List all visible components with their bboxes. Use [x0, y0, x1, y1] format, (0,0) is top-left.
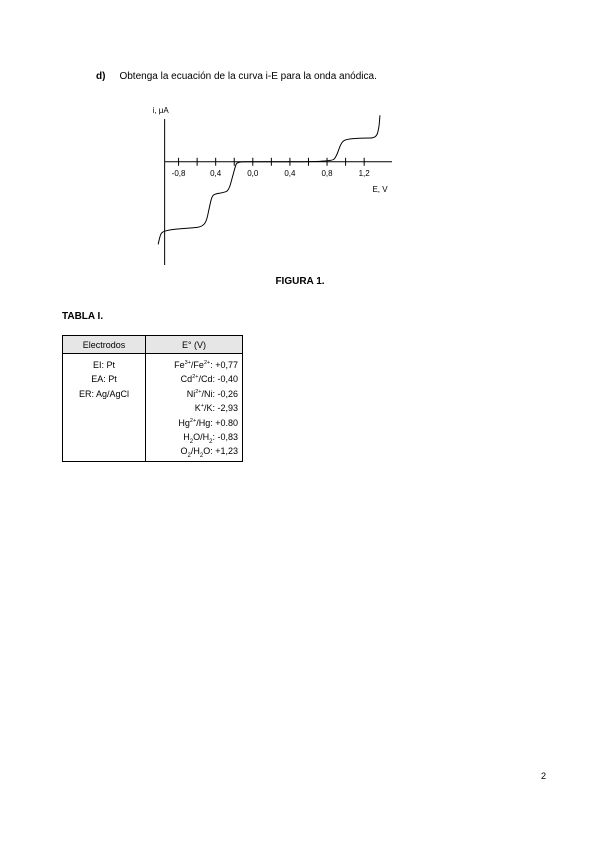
x-tick-label: 0,8	[321, 168, 333, 178]
question-text: Obtenga la ecuación de la curva i-E para la onda anódica.	[119, 71, 377, 82]
x-tick-label: 1,2	[358, 168, 370, 178]
potential-item: $Fe^{3+}/Fe^{2+}$: +0,77	[174, 360, 238, 370]
potential-item: $H_2O/H_2$: -0,83	[183, 431, 238, 445]
table-header-row	[63, 336, 243, 354]
potential-item: $O_2/H_2O$: +1,23	[180, 446, 238, 460]
x-tick-label: 0,0	[247, 168, 259, 178]
x-axis-label: E, V	[372, 184, 388, 194]
question-d	[96, 71, 377, 82]
figure-caption: FIGURA 1.	[275, 276, 325, 287]
potential-item: K+/K: -2,93	[194, 403, 238, 414]
x-tick-label: -0,8	[171, 168, 186, 178]
header-potential: E° (V)	[146, 336, 243, 354]
y-axis-label: i, μA	[152, 106, 169, 115]
potential-item: $Cd^{2+}/Cd$: -0,40	[180, 374, 238, 385]
x-tick-label: 0,4	[284, 168, 296, 178]
electrode-item: EA: Pt	[91, 374, 117, 385]
iE-curve-chart	[140, 100, 400, 270]
electrode-list-cell	[63, 354, 146, 462]
page-number: 2	[541, 771, 547, 781]
electrode-item: EI: Pt	[92, 360, 115, 370]
iE-curve-line	[158, 115, 380, 244]
table-title: TABLA I.	[62, 311, 104, 322]
electrode-table	[62, 335, 243, 462]
header-electrodes: Electrodos	[63, 336, 146, 354]
potential-item: $Ni^{2+}/Ni$: -0,26	[186, 388, 238, 399]
electrode-item: ER: Ag/AgCl	[78, 388, 130, 399]
potential-item: $Hg^{2+}/Hg$: +0.80	[178, 417, 238, 428]
figure-1	[140, 100, 400, 270]
table-body-row	[63, 354, 243, 462]
potential-list-cell	[146, 354, 243, 462]
x-tick-label: 0,4	[210, 168, 222, 178]
question-label: d)	[96, 71, 106, 82]
